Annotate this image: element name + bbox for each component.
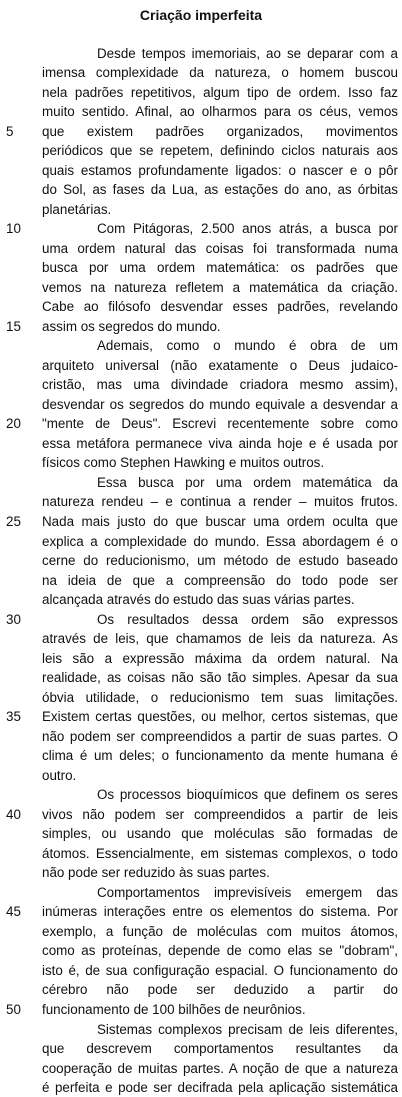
text-line: uma ordem natural das coisas foi transformada numa <box>42 240 398 256</box>
text-line: arquiteto universal (não exatamente o Deus judaico- <box>42 357 398 373</box>
text-line: na ideia de que a compreensão do todo pode ser <box>42 572 398 588</box>
text-line: nela padrões repetitivos, algum tipo de ordem. Isso faz <box>42 84 398 100</box>
text-line: Os resultados dessa ordem são expressos <box>97 611 398 627</box>
text-line: clima é um deles; o funcionamento da mente humana é <box>42 748 398 764</box>
text-line: que existem padrões organizados, movimentos <box>42 123 398 139</box>
text-line: cerne do reducionismo, um método de estudo baseado <box>42 553 398 569</box>
text-line: "mente de Deus". Escrevi recentemente sobre como <box>42 416 398 432</box>
text-line: não pode ser reduzido às suas partes. <box>42 865 270 881</box>
text-line: desvendar os segredos do mundo equivale a desvendar a <box>42 396 398 412</box>
text-line: Com Pitágoras, 2.500 anos atrás, a busca por <box>97 221 398 237</box>
line-number: 40 <box>6 806 21 822</box>
text-line: outro. <box>42 767 77 783</box>
text-line: quais estamos profundamente ligados: o nascer e o pôr <box>42 162 398 178</box>
text-line: Ademais, como o mundo é obra de um <box>97 338 398 354</box>
text-line: como as proteínas, depende de como elas se "dobram", <box>42 943 398 959</box>
text-line: isto é, de sua configuração espacial. O funcionamento do <box>42 962 398 978</box>
text-line: cooperação de muitas partes. A noção de que a natureza <box>42 1060 398 1076</box>
line-number: 5 <box>6 123 14 139</box>
text-line: leis são a expressão máxima da ordem natural. Na <box>42 650 398 666</box>
text-line: explica a complexidade do mundo. Essa abordagem é o <box>42 533 398 549</box>
line-number: 45 <box>6 904 21 920</box>
text-line: assim os segredos do mundo. <box>42 318 221 334</box>
text-line: físicos como Stephen Hawking e muitos outros. <box>42 455 325 471</box>
text-line: planetárias. <box>42 201 112 217</box>
text-line: busca por uma ordem matemática: os padrões que <box>42 260 398 276</box>
text-line: Os processos bioquímicos que definem os seres <box>97 787 398 803</box>
text-line: através de leis, que chamamos de leis da natureza. As <box>42 631 398 647</box>
text-line: é perfeita e pode ser decifrada pela aplicação sistemática <box>42 1080 398 1096</box>
text-line: Sistemas complexos precisam de leis diferentes, <box>97 1021 398 1037</box>
text-line: não podem ser compreendidos a partir de suas partes. O <box>42 728 398 744</box>
text-line: exemplo, a função de moléculas com muitos átomos, <box>42 923 398 939</box>
text-line: átomos. Essencialmente, em sistemas complexos, o todo <box>42 845 398 861</box>
text-line: natureza rendeu – e continua a render – muitos frutos. <box>42 494 398 510</box>
line-number: 50 <box>6 1001 21 1017</box>
line-number: 30 <box>6 611 21 627</box>
text-line: vemos na natureza refletem a matemática da criação. <box>42 279 398 295</box>
line-number: 25 <box>6 513 21 529</box>
line-number: 15 <box>6 318 21 334</box>
document-title: Criação imperfeita <box>139 7 263 23</box>
text-line: inúmeras interações entre os elementos do sistema. Por <box>42 904 398 920</box>
text-line: simples, ou usando que moléculas são formadas de <box>42 826 398 842</box>
text-line: Comportamentos imprevisíveis emergem das <box>97 884 398 900</box>
text-line: óbvia utilidade, o reducionismo tem suas limitações. <box>42 689 398 705</box>
text-line: muito sentido. Afinal, ao olharmos para os céus, vemos <box>42 104 398 120</box>
text-line: Nada mais justo do que buscar uma ordem oculta que <box>42 513 398 529</box>
text-line: Essa busca por uma ordem matemática da <box>97 474 398 490</box>
text-line: Existem certas questões, ou melhor, certos sistemas, que <box>42 709 398 725</box>
text-line: periódicos que se repetem, definindo ciclos naturais aos <box>42 143 398 159</box>
text-line: imensa complexidade da natureza, o homem buscou <box>42 65 398 81</box>
line-number: 10 <box>6 221 21 237</box>
line-number: 35 <box>6 709 21 725</box>
text-line: cristão, mas uma divindade criadora mesmo assim), <box>42 377 398 393</box>
text-line: realidade, as coisas não são tão simples. Apesar da sua <box>42 670 398 686</box>
text-line: alcançada através do estudo das suas várias partes. <box>42 592 355 608</box>
text-line: que descrevem comportamentos resultantes da <box>42 1041 398 1057</box>
text-line: vivos não podem ser compreendidos a partir de leis <box>42 806 398 822</box>
text-line: Desde tempos imemoriais, ao se deparar com a <box>97 45 398 61</box>
text-line: do Sol, as fases da Lua, as estações do ano, as órbitas <box>42 182 398 198</box>
line-number: 20 <box>6 416 21 432</box>
text-line: essa metáfora permanece viva ainda hoje e é usada por <box>42 435 398 451</box>
text-line: cérebro não pode ser deduzido a partir do <box>42 982 398 998</box>
text-line: Cabe ao filósofo desvendar esses padrões, revelando <box>42 299 398 315</box>
text-line: funcionamento de 100 bilhões de neurônios. <box>42 1001 306 1017</box>
